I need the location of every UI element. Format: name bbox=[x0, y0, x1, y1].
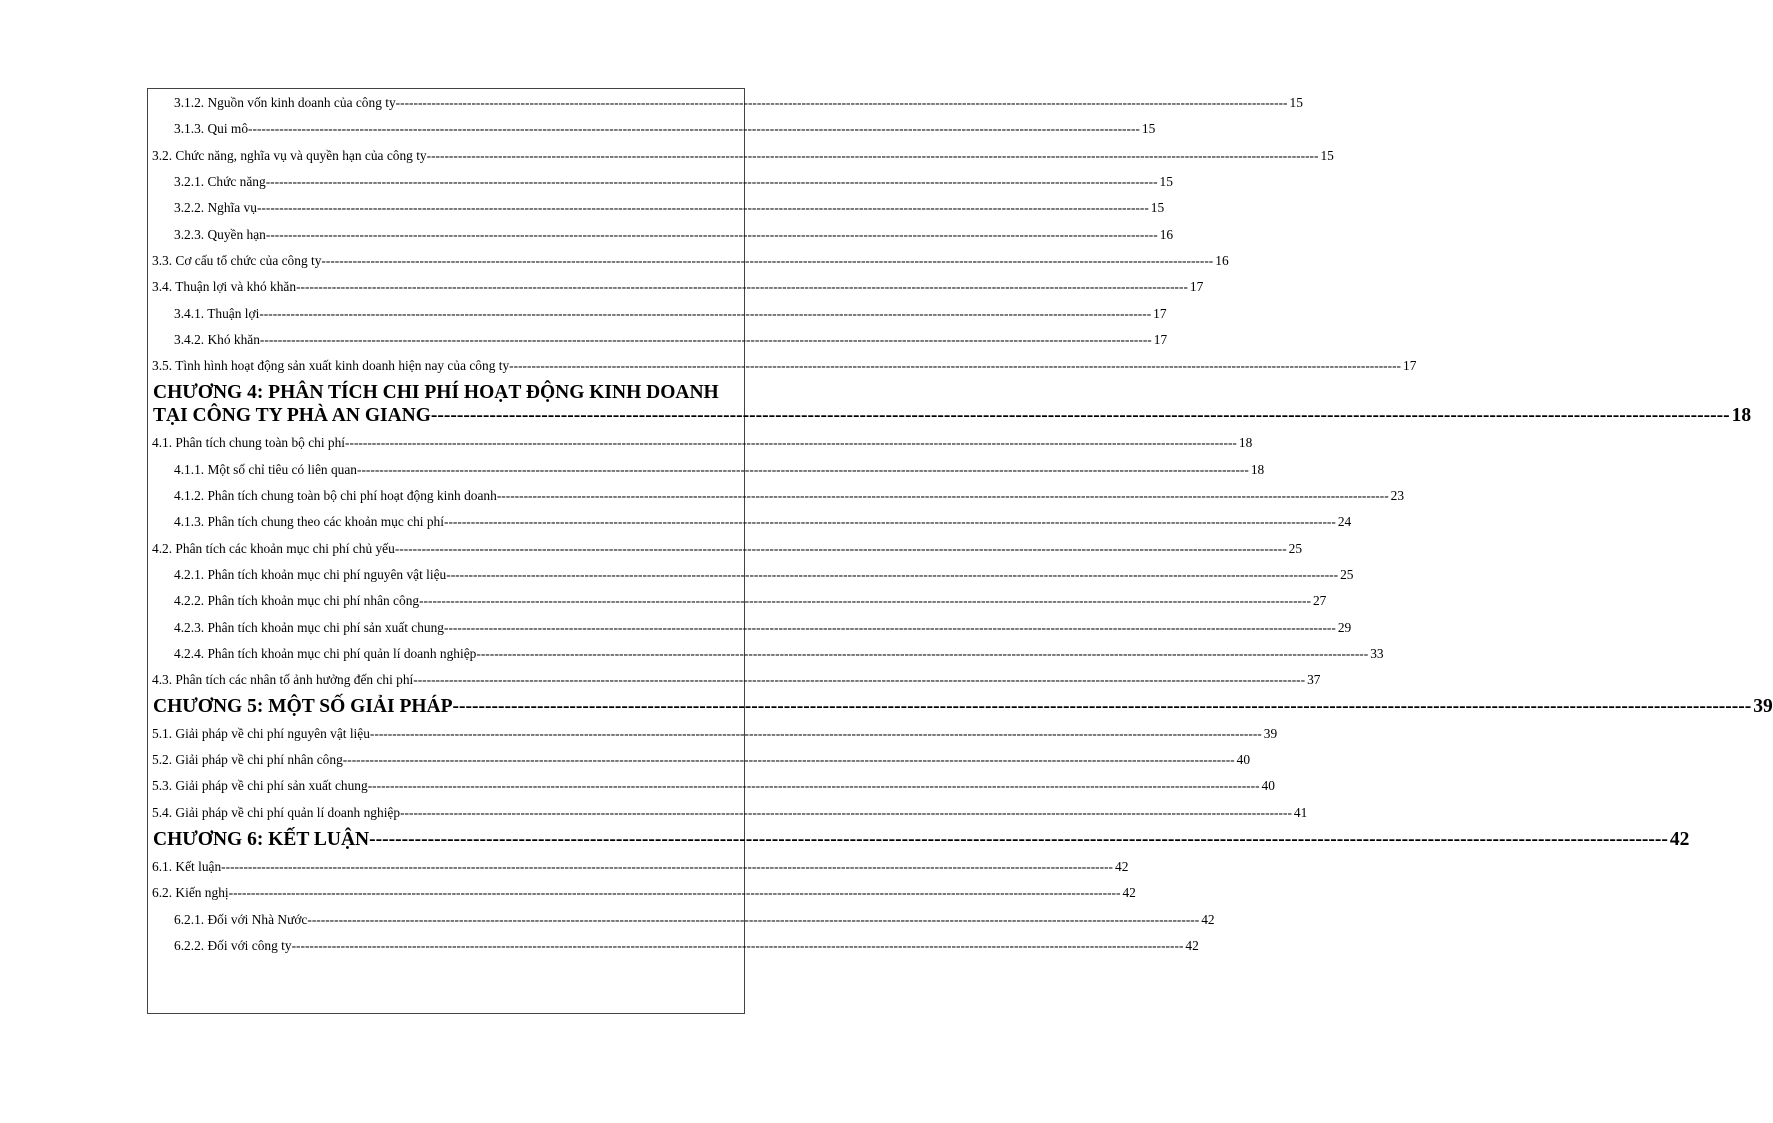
toc-entry-text: 4.1.2. Phân tích chung toàn bộ chi phí hoạt động kinh doanh bbox=[174, 488, 497, 503]
toc-leader: -------------------------------------------------------------------------------------------------------------------------------------------------------------------------------------------------------- bbox=[413, 672, 1306, 687]
toc-entry-5-4[interactable] bbox=[152, 805, 1308, 821]
toc-entry-text: 4.2. Phân tích các khoản mục chi phí chủ yếu bbox=[152, 541, 395, 556]
toc-entry-text: 3.4.1. Thuận lợi bbox=[174, 306, 260, 321]
toc-chapter-4-line1[interactable] bbox=[153, 382, 744, 404]
toc-leader: -------------------------------------------------------------------------------------------------------------------------------------------------------------------------------------------------------- bbox=[291, 938, 1184, 953]
toc-entry-3-2-3[interactable] bbox=[174, 227, 1174, 243]
toc-entry-page: 42 bbox=[1185, 938, 1199, 953]
toc-entry-page: 25 bbox=[1340, 567, 1354, 582]
toc-entry-page: 15 bbox=[1150, 200, 1165, 215]
toc-entry-6-2[interactable] bbox=[152, 885, 1136, 901]
toc-leader: -------------------------------------------------------------------------------------------------------------------------------------------------------------------------------------------------------- bbox=[265, 174, 1158, 189]
toc-leader: -------------------------------------------------------------------------------------------------------------------------------------------------------------------------------------------------------- bbox=[265, 227, 1158, 242]
toc-entry-4-1[interactable] bbox=[152, 435, 1253, 451]
toc-entry-5-3[interactable] bbox=[152, 778, 1275, 794]
toc-entry-6-1[interactable] bbox=[152, 859, 1129, 875]
toc-entry-page: 17 bbox=[1153, 332, 1168, 347]
toc-leader: -------------------------------------------------------------------------------------------------------------------------------------------------------------------------------------------------------- bbox=[248, 121, 1140, 136]
toc-entry-text: 3.5. Tình hình hoạt động sản xuất kinh doanh hiện nay của công ty bbox=[152, 358, 510, 373]
toc-leader: -------------------------------------------------------------------------------------------------------------------------------------------------------------------------------------------------------- bbox=[356, 462, 1249, 477]
toc-chapter-4-line2[interactable] bbox=[153, 405, 1752, 427]
toc-leader: -------------------------------------------------------------------------------------------------------------------------------------------------------------------------------------------------------- bbox=[259, 306, 1152, 321]
toc-entry-page: 17 bbox=[1403, 358, 1417, 373]
toc-entry-5-1[interactable] bbox=[152, 726, 1278, 742]
toc-entry-text: 5.3. Giải pháp về chi phí sản xuất chung bbox=[152, 778, 368, 793]
toc-entry-page: 17 bbox=[1189, 279, 1204, 294]
toc-entry-page: 15 bbox=[1289, 95, 1303, 110]
toc-entry-page: 39 bbox=[1263, 726, 1278, 741]
toc-entry-page: 18 bbox=[1731, 405, 1752, 426]
toc-entry-text: 6.2. Kiến nghị bbox=[152, 885, 229, 900]
toc-leader: -------------------------------------------------------------------------------------------------------------------------------------------------------------------------------------------------------- bbox=[394, 541, 1287, 556]
toc-entry-text: 3.1.2. Nguồn vốn kinh doanh của công ty bbox=[174, 95, 396, 110]
toc-entry-3-4-1[interactable] bbox=[174, 306, 1167, 322]
toc-leader: -------------------------------------------------------------------------------------------------------------------------------------------------------------------------------------------------------- bbox=[400, 805, 1292, 820]
toc-entry-page: 29 bbox=[1337, 620, 1352, 635]
toc-entry-page: 37 bbox=[1307, 672, 1321, 687]
toc-entry-page: 42 bbox=[1122, 885, 1136, 900]
toc-entry-3-1-3[interactable] bbox=[174, 121, 1156, 137]
toc-entry-text: 3.2. Chức năng, nghĩa vụ và quyền hạn của công ty bbox=[152, 148, 427, 163]
toc-leader: -------------------------------------------------------------------------------------------------------------------------------------------------------------------------------------------------------- bbox=[296, 279, 1188, 294]
toc-leader: -------------------------------------------------------------------------------------------------------------------------------------------------------------------------------------------------------- bbox=[476, 646, 1369, 661]
toc-leader: -------------------------------------------------------------------------------------------------------------------------------------------------------------------------------------------------------- bbox=[259, 332, 1152, 347]
toc-entry-3-2-1[interactable] bbox=[174, 174, 1173, 190]
toc-entry-page: 42 bbox=[1669, 829, 1690, 850]
toc-leader: -------------------------------------------------------------------------------------------------------------------------------------------------------------------------------------------------------- bbox=[446, 567, 1339, 582]
toc-entry-text: 4.2.2. Phân tích khoản mục chi phí nhân công bbox=[174, 593, 420, 608]
toc-entry-page: 18 bbox=[1238, 435, 1253, 450]
toc-entry-text: 3.4.2. Khó khăn bbox=[174, 332, 260, 347]
toc-entry-page: 15 bbox=[1320, 148, 1334, 163]
toc-leader: -------------------------------------------------------------------------------------------------------------------------------------------------------------------------------------------------------- bbox=[367, 778, 1260, 793]
toc-entry-text: 3.2.3. Quyền hạn bbox=[174, 227, 266, 242]
toc-leader: -------------------------------------------------------------------------------------------------------------------------------------------------------------------------------------------------------- bbox=[452, 696, 1752, 717]
toc-entry-4-2[interactable] bbox=[152, 541, 1303, 557]
toc-entry-page: 23 bbox=[1390, 488, 1405, 503]
toc-entry-page: 24 bbox=[1337, 514, 1352, 529]
toc-leader: -------------------------------------------------------------------------------------------------------------------------------------------------------------------------------------------------------- bbox=[430, 405, 1730, 426]
toc-entry-3-2-2[interactable] bbox=[174, 200, 1165, 216]
toc-leader: -------------------------------------------------------------------------------------------------------------------------------------------------------------------------------------------------------- bbox=[345, 435, 1237, 450]
toc-leader: -------------------------------------------------------------------------------------------------------------------------------------------------------------------------------------------------------- bbox=[321, 253, 1214, 268]
toc-entry-page: 40 bbox=[1236, 752, 1251, 767]
toc-entry-page: 16 bbox=[1215, 253, 1229, 268]
toc-entry-5-2[interactable] bbox=[152, 752, 1251, 768]
toc-leader: -------------------------------------------------------------------------------------------------------------------------------------------------------------------------------------------------------- bbox=[509, 358, 1401, 373]
toc-entry-3-4-2[interactable] bbox=[174, 332, 1168, 348]
toc-entry-text: 4.3. Phân tích các nhân tố ảnh hưởng đến chi phí bbox=[152, 672, 414, 687]
toc-entry-page: 17 bbox=[1153, 306, 1167, 321]
toc-entry-text: 3.2.1. Chức năng bbox=[174, 174, 266, 189]
toc-entry-page: 27 bbox=[1312, 593, 1327, 608]
toc-entry-page: 18 bbox=[1250, 462, 1265, 477]
toc-entry-4-1-1[interactable] bbox=[174, 462, 1265, 478]
toc-leader: -------------------------------------------------------------------------------------------------------------------------------------------------------------------------------------------------------- bbox=[369, 726, 1262, 741]
toc-entry-text: 5.1. Giải pháp về chi phí nguyên vật liệu bbox=[152, 726, 370, 741]
toc-leader: -------------------------------------------------------------------------------------------------------------------------------------------------------------------------------------------------------- bbox=[496, 488, 1389, 503]
toc-entry-page: 41 bbox=[1293, 805, 1308, 820]
toc-entry-4-2-1[interactable] bbox=[174, 567, 1354, 583]
toc-entry-page: 33 bbox=[1370, 646, 1384, 661]
toc-entry-text: 6.1. Kết luận bbox=[152, 859, 222, 874]
toc-leader: -------------------------------------------------------------------------------------------------------------------------------------------------------------------------------------------------------- bbox=[444, 620, 1336, 635]
toc-entry-text: 3.3. Cơ cấu tổ chức của công ty bbox=[152, 253, 322, 268]
toc-leader: -------------------------------------------------------------------------------------------------------------------------------------------------------------------------------------------------------- bbox=[419, 593, 1311, 608]
toc-entry-3-2[interactable] bbox=[152, 148, 1334, 164]
toc-entry-text: 3.1.3. Qui mô bbox=[174, 121, 249, 136]
toc-chapter-title: CHƯƠNG 5: MỘT SỐ GIẢI PHÁP bbox=[153, 696, 453, 717]
toc-entry-4-2-4[interactable] bbox=[174, 646, 1384, 662]
toc-entry-text: 4.2.3. Phân tích khoản mục chi phí sản xuất chung bbox=[174, 620, 444, 635]
toc-entry-text: 3.2.2. Nghĩa vụ bbox=[174, 200, 257, 215]
toc-entry-page: 15 bbox=[1141, 121, 1156, 136]
toc-entry-page: 16 bbox=[1159, 227, 1174, 242]
toc-entry-6-2-1[interactable] bbox=[174, 912, 1215, 928]
toc-entry-4-1-2[interactable] bbox=[174, 488, 1405, 504]
toc-chapter-title: CHƯƠNG 4: PHÂN TÍCH CHI PHÍ HOẠT ĐỘNG KINH DOANH bbox=[153, 382, 719, 403]
toc-entry-page: 40 bbox=[1261, 778, 1275, 793]
toc-entry-text: 6.2.2. Đối với công ty bbox=[174, 938, 292, 953]
toc-entry-3-3[interactable] bbox=[152, 253, 1229, 269]
toc-leader: -------------------------------------------------------------------------------------------------------------------------------------------------------------------------------------------------------- bbox=[369, 829, 1668, 850]
toc-entry-page: 39 bbox=[1753, 696, 1773, 717]
toc-entry-page: 42 bbox=[1201, 912, 1215, 927]
toc-entry-text: 4.1.1. Một số chỉ tiêu có liên quan bbox=[174, 462, 357, 477]
toc-chapter-title: TẠI CÔNG TY PHÀ AN GIANG bbox=[153, 405, 431, 426]
toc-entry-text: 4.2.4. Phân tích khoản mục chi phí quản lí doanh nghiệp bbox=[174, 646, 477, 661]
toc-entry-text: 6.2.1. Đối với Nhà Nước bbox=[174, 912, 308, 927]
toc-entry-text: 3.4. Thuận lợi và khó khăn bbox=[152, 279, 297, 294]
toc-chapter-title: CHƯƠNG 6: KẾT LUẬN bbox=[153, 829, 370, 850]
toc-chapter-6[interactable] bbox=[153, 829, 1690, 851]
toc-entry-4-1-3[interactable] bbox=[174, 514, 1352, 530]
toc-leader: -------------------------------------------------------------------------------------------------------------------------------------------------------------------------------------------------------- bbox=[395, 95, 1288, 110]
toc-entry-text: 5.4. Giải pháp về chi phí quản lí doanh nghiệp bbox=[152, 805, 401, 820]
toc-entry-3-4[interactable] bbox=[152, 279, 1204, 295]
toc-entry-text: 4.1.3. Phân tích chung theo các khoản mục chi phí bbox=[174, 514, 444, 529]
toc-entry-4-2-2[interactable] bbox=[174, 593, 1327, 609]
toc-entry-text: 4.1. Phân tích chung toàn bộ chi phí bbox=[152, 435, 346, 450]
toc-leader: -------------------------------------------------------------------------------------------------------------------------------------------------------------------------------------------------------- bbox=[256, 200, 1149, 215]
toc-entry-3-5[interactable] bbox=[152, 358, 1417, 374]
toc-frame bbox=[147, 88, 1773, 1014]
toc-leader: -------------------------------------------------------------------------------------------------------------------------------------------------------------------------------------------------------- bbox=[221, 859, 1114, 874]
toc-entry-6-2-2[interactable] bbox=[174, 938, 1199, 954]
toc-leader: -------------------------------------------------------------------------------------------------------------------------------------------------------------------------------------------------------- bbox=[426, 148, 1319, 163]
toc-entry-3-1-2[interactable] bbox=[174, 95, 1303, 111]
toc-leader: -------------------------------------------------------------------------------------------------------------------------------------------------------------------------------------------------------- bbox=[307, 912, 1200, 927]
toc-leader: -------------------------------------------------------------------------------------------------------------------------------------------------------------------------------------------------------- bbox=[342, 752, 1235, 767]
toc-leader: -------------------------------------------------------------------------------------------------------------------------------------------------------------------------------------------------------- bbox=[228, 885, 1121, 900]
toc-entry-page: 42 bbox=[1115, 859, 1129, 874]
toc-entry-4-2-3[interactable] bbox=[174, 620, 1352, 636]
toc-entry-text: 5.2. Giải pháp về chi phí nhân công bbox=[152, 752, 343, 767]
toc-chapter-5[interactable] bbox=[153, 696, 1773, 718]
toc-entry-text: 4.2.1. Phân tích khoản mục chi phí nguyên vật liệu bbox=[174, 567, 447, 582]
toc-leader: -------------------------------------------------------------------------------------------------------------------------------------------------------------------------------------------------------- bbox=[443, 514, 1336, 529]
toc-entry-page: 15 bbox=[1159, 174, 1173, 189]
toc-entry-page: 25 bbox=[1288, 541, 1303, 556]
toc-entry-4-3[interactable] bbox=[152, 672, 1321, 688]
